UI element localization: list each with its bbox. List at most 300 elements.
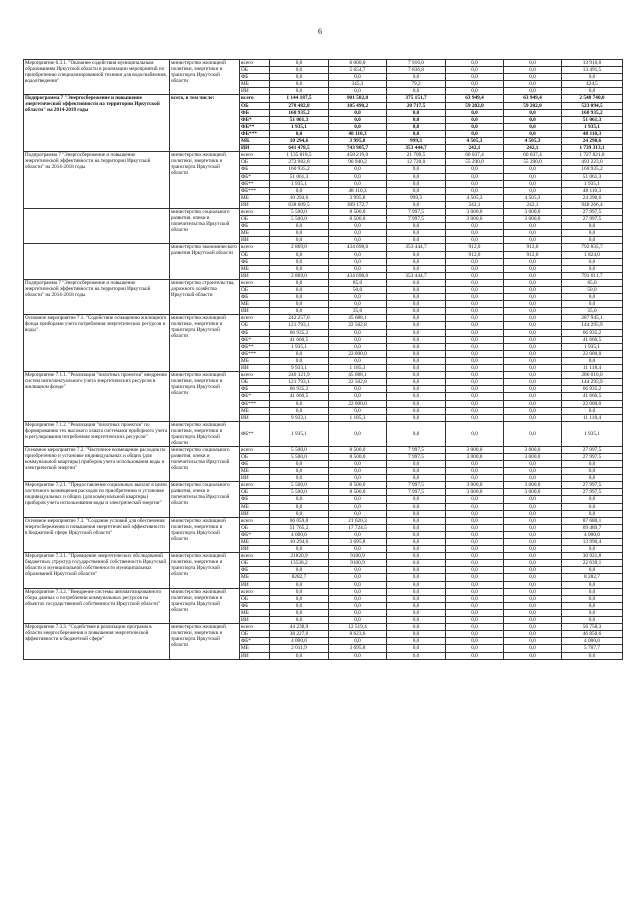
amount-cell: 0,0 xyxy=(270,652,329,659)
amount-cell: 0,0 xyxy=(270,510,329,517)
amount-cell: 5 500,0 xyxy=(270,482,329,489)
amount-cell: 0,0 xyxy=(504,503,562,510)
amount-cell: 0,0 xyxy=(504,116,562,123)
amount-cell: 4 505,3 xyxy=(504,194,562,201)
amount-cell: 0,0 xyxy=(387,503,446,510)
funding-source: МБ xyxy=(240,503,270,510)
amount-cell: 0,0 xyxy=(446,109,504,116)
executor-cell: всего, в том числе: xyxy=(170,95,240,152)
total-cell: 87 680,1 xyxy=(562,517,623,524)
table-row xyxy=(24,95,623,102)
amount-cell: 0,0 xyxy=(504,74,562,81)
program-title: Мероприятие 7.1.1. "Реализация "пилотных проектов" внедрения систем интеллектуального учета энергетических ресурсов в жилищном фонде" xyxy=(24,372,170,422)
amount-cell: 0,0 xyxy=(446,329,504,336)
amount-cell: 0,0 xyxy=(504,173,562,180)
amount-cell: 0,0 xyxy=(446,258,504,265)
amount-cell: 0,0 xyxy=(387,329,446,336)
amount-cell: 0,0 xyxy=(446,560,504,567)
amount-cell: 0,0 xyxy=(446,581,504,588)
funding-source: ФБ xyxy=(240,496,270,503)
amount-cell: 0,0 xyxy=(504,468,562,475)
amount-cell: 901 502,0 xyxy=(329,95,387,102)
total-cell: 13 491,5 xyxy=(562,67,623,74)
amount-cell: 41 660,5 xyxy=(270,393,329,400)
amount-cell: 0,0 xyxy=(446,272,504,279)
total-cell: 0,0 xyxy=(562,294,623,301)
amount-cell: 0,0 xyxy=(504,67,562,74)
funding-source: всего xyxy=(240,553,270,560)
amount-cell: 0,0 xyxy=(446,546,504,553)
amount-cell: 0,0 xyxy=(446,414,504,421)
total-cell: 51 061,3 xyxy=(562,116,623,123)
total-cell: 51 061,3 xyxy=(562,173,623,180)
funding-source: МБ xyxy=(240,138,270,145)
total-cell: 48 110,3 xyxy=(562,130,623,137)
amount-cell: 0,0 xyxy=(446,116,504,123)
total-cell: 0,0 xyxy=(562,595,623,602)
amount-cell: 743 905,7 xyxy=(329,145,387,152)
amount-cell: 912,0 xyxy=(446,244,504,251)
amount-cell: 0,0 xyxy=(504,88,562,95)
amount-cell: 0,0 xyxy=(446,74,504,81)
funding-source: ФБ* xyxy=(240,638,270,645)
funding-source: ИИ xyxy=(240,88,270,95)
amount-cell: 0,0 xyxy=(270,496,329,503)
amount-cell: 0,0 xyxy=(387,180,446,187)
amount-cell: 8 500,0 xyxy=(329,489,387,496)
amount-cell: 0,0 xyxy=(329,123,387,130)
amount-cell: 0,0 xyxy=(329,336,387,343)
amount-cell: 0,0 xyxy=(329,265,387,272)
funding-source: ФБ* xyxy=(240,393,270,400)
total-cell: 69 489,7 xyxy=(562,524,623,531)
funding-source: всего xyxy=(240,372,270,379)
amount-cell: 7 997,5 xyxy=(387,216,446,223)
amount-cell: 4 000,0 xyxy=(270,531,329,538)
amount-cell: 0,0 xyxy=(446,539,504,546)
amount-cell: 0,0 xyxy=(387,287,446,294)
amount-cell: 0,0 xyxy=(504,230,562,237)
amount-cell: 7 997,5 xyxy=(387,489,446,496)
amount-cell: 105 490,2 xyxy=(329,102,387,109)
amount-cell: 0,0 xyxy=(446,279,504,286)
amount-cell: 0,0 xyxy=(387,468,446,475)
total-cell: 5 707,7 xyxy=(562,645,623,652)
amount-cell: 0,0 xyxy=(387,414,446,421)
amount-cell: 0,0 xyxy=(504,322,562,329)
funding-source: ИИ xyxy=(240,145,270,152)
amount-cell: 0,0 xyxy=(446,624,504,631)
amount-cell: 0,0 xyxy=(270,81,329,88)
amount-cell: 66 935,2 xyxy=(270,329,329,336)
amount-cell: 0,0 xyxy=(270,74,329,81)
amount-cell: 0,0 xyxy=(270,357,329,364)
amount-cell: 0,0 xyxy=(504,510,562,517)
amount-cell: 51 765,2 xyxy=(270,524,329,531)
amount-cell: 0,0 xyxy=(387,460,446,467)
executor-cell: министерство экономического развития Иркутской области xyxy=(170,244,240,279)
total-cell: 27 997,5 xyxy=(562,482,623,489)
funding-source: всего xyxy=(240,152,270,159)
amount-cell: 0,0 xyxy=(387,524,446,531)
amount-cell: 0,0 xyxy=(504,265,562,272)
funding-source: ФБ*** xyxy=(240,130,270,137)
amount-cell: 0,0 xyxy=(446,173,504,180)
total-cell: 0,0 xyxy=(562,496,623,503)
amount-cell: 0,0 xyxy=(504,187,562,194)
amount-cell: 9 933,1 xyxy=(270,414,329,421)
funding-source: ОБ xyxy=(240,560,270,567)
table-row xyxy=(24,60,623,67)
amount-cell: 3 000,0 xyxy=(446,446,504,453)
amount-cell: 1 935,1 xyxy=(270,343,329,350)
amount-cell: 51 061,3 xyxy=(270,116,329,123)
program-title: Мероприятие 7.3.1. "Проведение энергетических обследований бюджетных структур государственной собственности Иркутской области и муниципальной собственности муниципальных образований Иркутской области" xyxy=(24,553,170,588)
total-cell: 0,0 xyxy=(562,567,623,574)
funding-source: ОБ xyxy=(240,595,270,602)
funding-source: ИИ xyxy=(240,510,270,517)
amount-cell: 0,0 xyxy=(270,460,329,467)
total-cell: 22 639,1 xyxy=(562,560,623,567)
total-cell: 1 935,1 xyxy=(562,421,623,446)
amount-cell: 0,0 xyxy=(504,109,562,116)
table-row xyxy=(24,372,623,379)
amount-cell: 66 059,8 xyxy=(270,517,329,524)
amount-cell: 3 000,0 xyxy=(504,446,562,453)
amount-cell: 3 995,8 xyxy=(329,194,387,201)
amount-cell: 10 294,6 xyxy=(270,539,329,546)
amount-cell: 0,0 xyxy=(387,475,446,482)
amount-cell: 0,0 xyxy=(504,560,562,567)
total-cell: 0,0 xyxy=(562,357,623,364)
amount-cell: 7 916,0 xyxy=(387,60,446,67)
amount-cell: 10 294,6 xyxy=(270,138,329,145)
funding-source: ФБ xyxy=(240,74,270,81)
amount-cell: 0,0 xyxy=(329,574,387,581)
total-cell: 13 990,4 xyxy=(562,539,623,546)
amount-cell: 0,0 xyxy=(504,524,562,531)
amount-cell: 0,0 xyxy=(387,223,446,230)
amount-cell: 0,0 xyxy=(446,230,504,237)
amount-cell: 0,0 xyxy=(446,602,504,609)
amount-cell: 0,0 xyxy=(270,581,329,588)
total-cell: 11 118,4 xyxy=(562,365,623,372)
executor-cell: министерство жилищной политики, энергетики и транспорта Иркутской области xyxy=(170,588,240,623)
amount-cell: 641 478,5 xyxy=(270,145,329,152)
amount-cell: 9 933,1 xyxy=(270,365,329,372)
total-cell: 0,0 xyxy=(562,301,623,308)
amount-cell: 0,0 xyxy=(329,393,387,400)
amount-cell: 5 500,0 xyxy=(270,489,329,496)
amount-cell: 0,0 xyxy=(446,567,504,574)
amount-cell: 242,1 xyxy=(446,201,504,208)
total-cell: 24 290,6 xyxy=(562,138,623,145)
funding-source: всего xyxy=(240,517,270,524)
program-title: Основное мероприятие 7.2. "Частичное возмещение расходов по приобретению и установке индивидуальных и общих (для коммунальной квартиры) приборов учета использования воды и электрической энергии" xyxy=(24,446,170,481)
amount-cell: 0,0 xyxy=(270,67,329,74)
amount-cell: 85,0 xyxy=(329,279,387,286)
amount-cell: 3 000,0 xyxy=(446,482,504,489)
amount-cell: 5 500,0 xyxy=(270,453,329,460)
amount-cell: 0,0 xyxy=(387,201,446,208)
table-row xyxy=(24,588,623,595)
amount-cell: 1 185,3 xyxy=(329,414,387,421)
amount-cell: 0,0 xyxy=(504,350,562,357)
amount-cell: 0,0 xyxy=(504,365,562,372)
amount-cell: 0,0 xyxy=(387,343,446,350)
amount-cell: 4 505,3 xyxy=(446,138,504,145)
total-cell: 50,0 xyxy=(562,287,623,294)
total-cell: 48 110,3 xyxy=(562,187,623,194)
total-cell: 424,5 xyxy=(562,81,623,88)
amount-cell: 0,0 xyxy=(446,645,504,652)
amount-cell: 0,0 xyxy=(504,237,562,244)
total-cell: 27 997,5 xyxy=(562,446,623,453)
total-cell: 22 000,0 xyxy=(562,350,623,357)
amount-cell: 0,0 xyxy=(504,581,562,588)
amount-cell: 21 709,5 xyxy=(387,152,446,159)
amount-cell: 0,0 xyxy=(387,609,446,616)
amount-cell: 59 202,0 xyxy=(504,102,562,109)
amount-cell: 0,0 xyxy=(387,372,446,379)
amount-cell: 0,0 xyxy=(270,294,329,301)
funding-source: ИИ xyxy=(240,652,270,659)
amount-cell: 0,0 xyxy=(504,329,562,336)
total-cell: 85,0 xyxy=(562,279,623,286)
funding-source: ФБ xyxy=(240,567,270,574)
amount-cell: 0,0 xyxy=(504,123,562,130)
amount-cell: 0,0 xyxy=(504,567,562,574)
amount-cell: 13538,2 xyxy=(270,560,329,567)
amount-cell: 3 000,0 xyxy=(504,489,562,496)
amount-cell: 3 000,0 xyxy=(446,453,504,460)
executor-cell: министерство социального развития, опеки и попечительства Иркутской области xyxy=(170,208,240,243)
amount-cell: 912,0 xyxy=(446,251,504,258)
amount-cell: 0,0 xyxy=(446,336,504,343)
total-cell: 948 266,4 xyxy=(562,201,623,208)
funding-source: всего xyxy=(240,95,270,102)
total-cell: 4 000,0 xyxy=(562,638,623,645)
amount-cell: 0,0 xyxy=(387,294,446,301)
amount-cell: 0,0 xyxy=(329,652,387,659)
amount-cell: 375 151,7 xyxy=(387,95,446,102)
funding-source: МБ xyxy=(240,81,270,88)
amount-cell: 0,0 xyxy=(387,588,446,595)
amount-cell: 242,1 xyxy=(446,145,504,152)
amount-cell: 4 000,0 xyxy=(270,638,329,645)
amount-cell: 63 949,4 xyxy=(446,95,504,102)
amount-cell: 0,0 xyxy=(504,539,562,546)
amount-cell: 7 836,8 xyxy=(387,67,446,74)
amount-cell: 0,0 xyxy=(446,553,504,560)
amount-cell: 0,0 xyxy=(446,350,504,357)
amount-cell: 0,0 xyxy=(387,265,446,272)
amount-cell: 0,0 xyxy=(270,60,329,67)
funding-source: ФБ* xyxy=(240,116,270,123)
amount-cell: 2 869,0 xyxy=(270,272,329,279)
program-title xyxy=(24,208,170,243)
amount-cell: 12 519,4 xyxy=(329,624,387,631)
amount-cell: 0,0 xyxy=(446,315,504,322)
funding-source: ОБ xyxy=(240,379,270,386)
funding-source: ФБ xyxy=(240,109,270,116)
total-cell: 56 758,3 xyxy=(562,624,623,631)
amount-cell: 0,0 xyxy=(387,617,446,624)
table-row xyxy=(24,244,623,251)
funding-source: всего xyxy=(240,588,270,595)
total-cell: 0,0 xyxy=(562,475,623,482)
amount-cell: 21 620,3 xyxy=(329,517,387,524)
amount-cell: 0,0 xyxy=(387,421,446,446)
funding-source: ОБ xyxy=(240,251,270,258)
amount-cell: 0,0 xyxy=(270,301,329,308)
amount-cell: 434 698,0 xyxy=(329,244,387,251)
amount-cell: 6 000,0 xyxy=(329,60,387,67)
funding-source: ФБ* xyxy=(240,336,270,343)
amount-cell: 0,0 xyxy=(446,510,504,517)
total-cell: 1 739 313,1 xyxy=(562,145,623,152)
amount-cell: 0,0 xyxy=(329,74,387,81)
amount-cell: 45 688,1 xyxy=(329,315,387,322)
amount-cell: 242,1 xyxy=(504,201,562,208)
amount-cell: 0,0 xyxy=(329,116,387,123)
funding-source: всего xyxy=(240,279,270,286)
amount-cell: 0,0 xyxy=(446,379,504,386)
amount-cell: 9100,9 xyxy=(329,560,387,567)
total-cell: 0,0 xyxy=(562,460,623,467)
amount-cell: 0,0 xyxy=(446,460,504,467)
total-cell: 0,0 xyxy=(562,265,623,272)
executor-cell: министерство социального развития, опеки и попечительства Иркутской области xyxy=(170,482,240,517)
amount-cell: 0,0 xyxy=(270,88,329,95)
total-cell: 0,0 xyxy=(562,88,623,95)
total-cell: 27 997,5 xyxy=(562,453,623,460)
amount-cell: 0,0 xyxy=(504,645,562,652)
amount-cell: 0,0 xyxy=(387,386,446,393)
amount-cell: 0,0 xyxy=(387,88,446,95)
amount-cell: 0,0 xyxy=(446,393,504,400)
amount-cell: 0,0 xyxy=(446,503,504,510)
total-cell: 46 850,6 xyxy=(562,631,623,638)
amount-cell: 5 500,0 xyxy=(270,208,329,215)
amount-cell: 0,0 xyxy=(446,595,504,602)
amount-cell: 8 500,0 xyxy=(329,208,387,215)
total-cell: 4 000,0 xyxy=(562,531,623,538)
amount-cell: 0,0 xyxy=(387,496,446,503)
funding-source: МБ xyxy=(240,645,270,652)
funding-source: ФБ xyxy=(240,223,270,230)
total-cell: 0,0 xyxy=(562,510,623,517)
amount-cell: 0,0 xyxy=(387,187,446,194)
amount-cell: 22 000,0 xyxy=(329,350,387,357)
amount-cell: 0,0 xyxy=(446,386,504,393)
funding-source: ИИ xyxy=(240,365,270,372)
funding-source: МБ xyxy=(240,357,270,364)
amount-cell: 160 935,2 xyxy=(270,166,329,173)
amount-cell: 0,0 xyxy=(329,581,387,588)
funding-source: МБ xyxy=(240,574,270,581)
funding-source: ОБ xyxy=(240,159,270,166)
amount-cell: 0,0 xyxy=(446,287,504,294)
funding-source: ОБ xyxy=(240,102,270,109)
amount-cell: 0,0 xyxy=(446,421,504,446)
total-cell: 160 935,2 xyxy=(562,109,623,116)
amount-cell: 434 698,0 xyxy=(329,272,387,279)
amount-cell: 160 935,2 xyxy=(270,109,329,116)
amount-cell: 0,0 xyxy=(504,223,562,230)
funding-source: ОБ xyxy=(240,322,270,329)
amount-cell: 0,0 xyxy=(504,517,562,524)
amount-cell: 0,0 xyxy=(329,407,387,414)
amount-cell: 0,0 xyxy=(446,631,504,638)
funding-source: ОБ xyxy=(240,524,270,531)
amount-cell: 7 997,5 xyxy=(387,453,446,460)
amount-cell: 38 227,0 xyxy=(270,631,329,638)
amount-cell: 0,0 xyxy=(270,503,329,510)
amount-cell: 345,3 xyxy=(329,81,387,88)
funding-source: ИИ xyxy=(240,414,270,421)
amount-cell: 0,0 xyxy=(387,350,446,357)
amount-cell: 0,0 xyxy=(270,258,329,265)
amount-cell: 0,0 xyxy=(387,230,446,237)
amount-cell: 0,0 xyxy=(387,279,446,286)
amount-cell: 0,0 xyxy=(329,386,387,393)
amount-cell: 7 997,5 xyxy=(387,208,446,215)
total-cell: 27 997,5 xyxy=(562,489,623,496)
amount-cell: 0,0 xyxy=(270,287,329,294)
amount-cell: 0,0 xyxy=(387,574,446,581)
amount-cell: 0,0 xyxy=(270,187,329,194)
amount-cell: 0,0 xyxy=(446,574,504,581)
amount-cell: 0,0 xyxy=(504,336,562,343)
amount-cell: 0,0 xyxy=(446,265,504,272)
program-title: Мероприятие 7.1.2. "Реализация "пилотных проектов" по формированию тех высокого охвата системами приборного учета и регулирования потребления энергетических ресурсов" xyxy=(24,421,170,446)
amount-cell: 2 011,9 xyxy=(270,645,329,652)
table-row xyxy=(24,208,623,215)
amount-cell: 0,0 xyxy=(329,638,387,645)
program-title xyxy=(24,244,170,279)
amount-cell: 0,0 xyxy=(504,287,562,294)
amount-cell: 0,0 xyxy=(504,81,562,88)
total-cell: 0,0 xyxy=(562,237,623,244)
funding-source: ФБ*** xyxy=(240,400,270,407)
amount-cell: 0,0 xyxy=(504,60,562,67)
funding-source: всего xyxy=(240,60,270,67)
funding-source: ОБ xyxy=(240,216,270,223)
amount-cell: 35,0 xyxy=(329,308,387,315)
amount-cell: 1 935,1 xyxy=(270,180,329,187)
amount-cell: 0,0 xyxy=(329,237,387,244)
funding-source: ФБ xyxy=(240,258,270,265)
amount-cell: 0,0 xyxy=(329,109,387,116)
amount-cell: 0,0 xyxy=(329,166,387,173)
amount-cell: 0,0 xyxy=(504,272,562,279)
executor-cell: министерство социального развития, опеки и попечительства Иркутской области xyxy=(170,446,240,481)
amount-cell: 0,0 xyxy=(329,475,387,482)
amount-cell: 0,0 xyxy=(446,223,504,230)
amount-cell: 0,0 xyxy=(329,88,387,95)
amount-cell: 0,0 xyxy=(387,258,446,265)
amount-cell: 0,0 xyxy=(504,379,562,386)
amount-cell: 0,0 xyxy=(387,517,446,524)
funding-source: ИИ xyxy=(240,475,270,482)
amount-cell: 5 500,0 xyxy=(270,446,329,453)
amount-cell: 22 000,0 xyxy=(329,400,387,407)
total-cell: 35,0 xyxy=(562,308,623,315)
total-cell: 27 997,5 xyxy=(562,208,623,215)
amount-cell: 0,0 xyxy=(270,130,329,137)
amount-cell: 0,0 xyxy=(446,81,504,88)
